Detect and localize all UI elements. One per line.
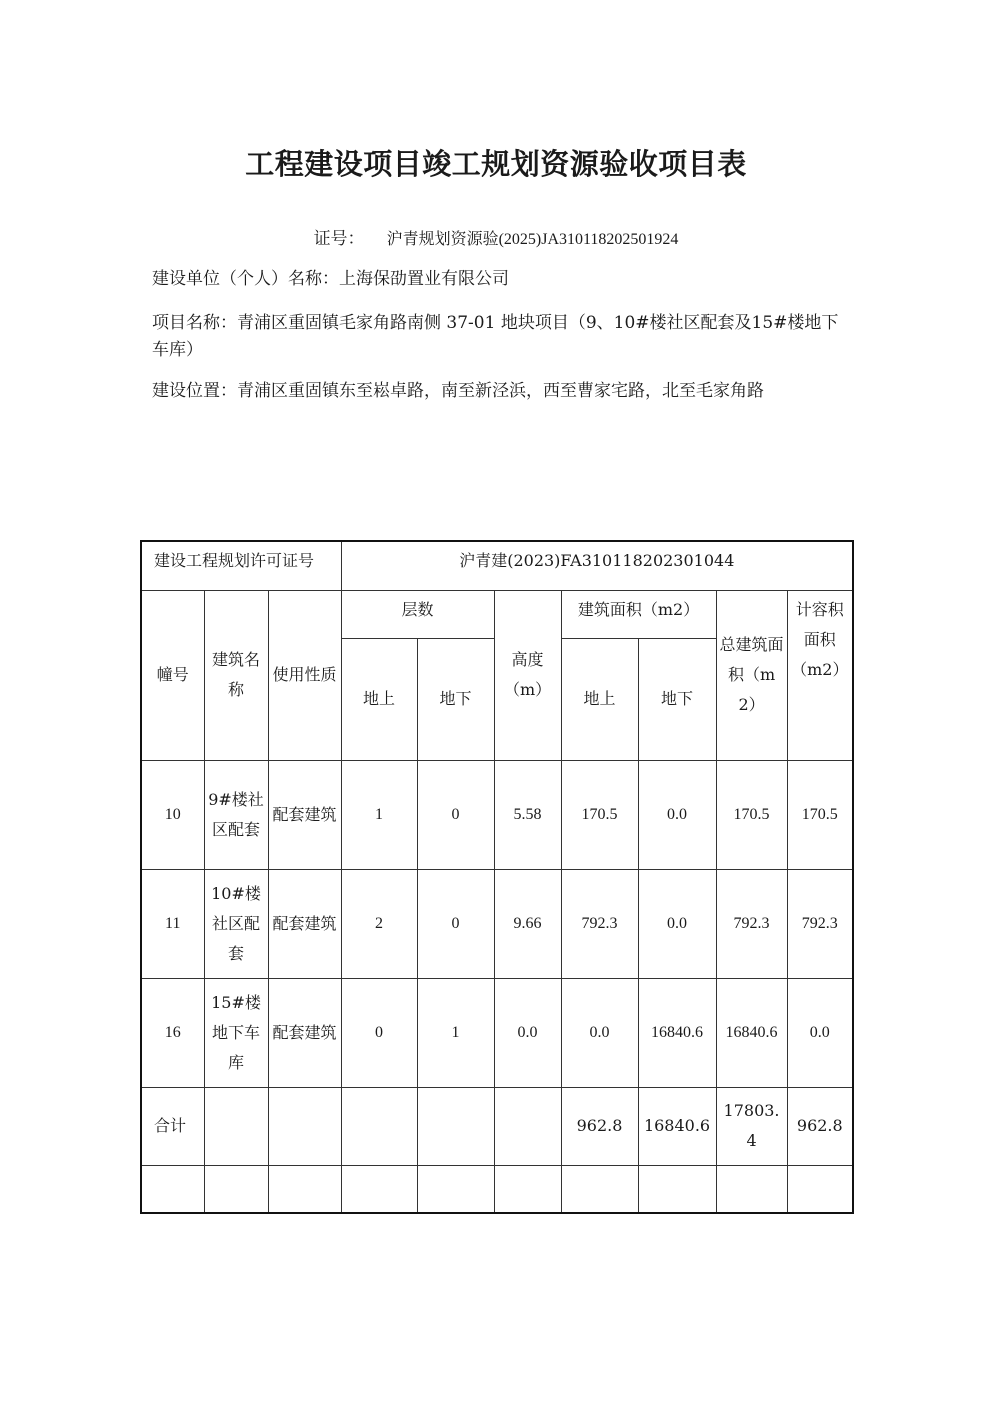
header-area-above: 地上 [561,638,638,760]
cell-area-above: 170.5 [561,760,638,869]
empty-cell [141,1165,204,1213]
table-row [141,869,853,978]
empty-cell [417,1165,494,1213]
cell-total-area: 170.5 [716,760,787,869]
cell-floors-above: 1 [341,760,417,869]
cell-building-no: 10 [141,760,204,869]
header-row-1 [141,590,853,638]
header-floors-below: 地下 [417,638,494,760]
cell-building-name: 10#楼社区配套 [204,869,268,978]
empty-cell [268,1087,341,1165]
empty-cell [204,1165,268,1213]
builder-name: 建设单位（个人）名称：上海保劭置业有限公司 [152,269,509,289]
cell-far-area: 0.0 [787,978,853,1087]
table-row [141,978,853,1087]
cell-building-name: 9#楼社区配套 [204,760,268,869]
cell-far-area: 792.3 [787,869,853,978]
total-far-area: 962.8 [787,1087,853,1165]
certificate-line [0,224,992,249]
cell-height: 5.58 [494,760,561,869]
certificate-label: 证号： [313,229,365,249]
total-label: 合计 [141,1087,204,1165]
cell-floors-below: 0 [417,869,494,978]
header-area: 建筑面积（m2） [561,590,716,638]
header-building-name: 建筑名称 [204,590,268,760]
cell-area-above: 792.3 [561,869,638,978]
header-usage: 使用性质 [268,590,341,760]
acceptance-table [140,540,854,1214]
empty-cell [204,1087,268,1165]
empty-cell [268,1165,341,1213]
cell-floors-below: 1 [417,978,494,1087]
total-row [141,1087,853,1165]
cell-usage: 配套建筑 [268,869,341,978]
empty-cell [494,1087,561,1165]
header-floors-above: 地上 [341,638,417,760]
cell-floors-below: 0 [417,760,494,869]
empty-cell [561,1165,638,1213]
empty-cell [341,1165,417,1213]
total-area-above: 962.8 [561,1087,638,1165]
cell-building-name: 15#楼地下车库 [204,978,268,1087]
total-total-area: 17803.4 [716,1087,787,1165]
header-building-no: 幢号 [141,590,204,760]
cell-building-no: 16 [141,978,204,1087]
empty-cell [417,1087,494,1165]
construction-location: 建设位置：青浦区重固镇东至崧卓路，南至新泾浜，西至曹家宅路，北至毛家角路 [152,381,764,401]
permit-row [141,541,853,590]
cell-total-area: 16840.6 [716,978,787,1087]
table-row [141,760,853,869]
cell-usage: 配套建筑 [268,760,341,869]
empty-cell [638,1165,716,1213]
header-floors: 层数 [341,590,494,638]
cell-height: 0.0 [494,978,561,1087]
empty-row [141,1165,853,1213]
cell-floors-above: 0 [341,978,417,1087]
empty-cell [787,1165,853,1213]
document-title: 工程建设项目竣工规划资源验收项目表 [245,147,747,181]
total-area-below: 16840.6 [638,1087,716,1165]
cell-building-no: 11 [141,869,204,978]
cell-height: 9.66 [494,869,561,978]
empty-cell [716,1165,787,1213]
header-total-area: 总建筑面积（m2） [716,590,787,760]
empty-cell [494,1165,561,1213]
header-area-below: 地下 [638,638,716,760]
cell-total-area: 792.3 [716,869,787,978]
cell-far-area: 170.5 [787,760,853,869]
permit-label: 建设工程规划许可证号 [141,541,341,590]
cell-area-below: 16840.6 [638,978,716,1087]
certificate-number: 沪青规划资源验(2025)JA310118202501924 [386,231,679,248]
cell-area-below: 0.0 [638,869,716,978]
cell-usage: 配套建筑 [268,978,341,1087]
project-name: 项目名称：青浦区重固镇毛家角路南侧 37-01 地块项目（9、10#楼社区配套及15#楼地下车库） [152,313,839,360]
cell-floors-above: 2 [341,869,417,978]
cell-area-above: 0.0 [561,978,638,1087]
cell-area-below: 0.0 [638,760,716,869]
empty-cell [341,1087,417,1165]
header-height: 高度（m） [494,590,561,760]
header-far-area: 计容积面积（m2） [787,590,853,760]
permit-number: 沪青建(2023)FA310118202301044 [341,541,853,590]
